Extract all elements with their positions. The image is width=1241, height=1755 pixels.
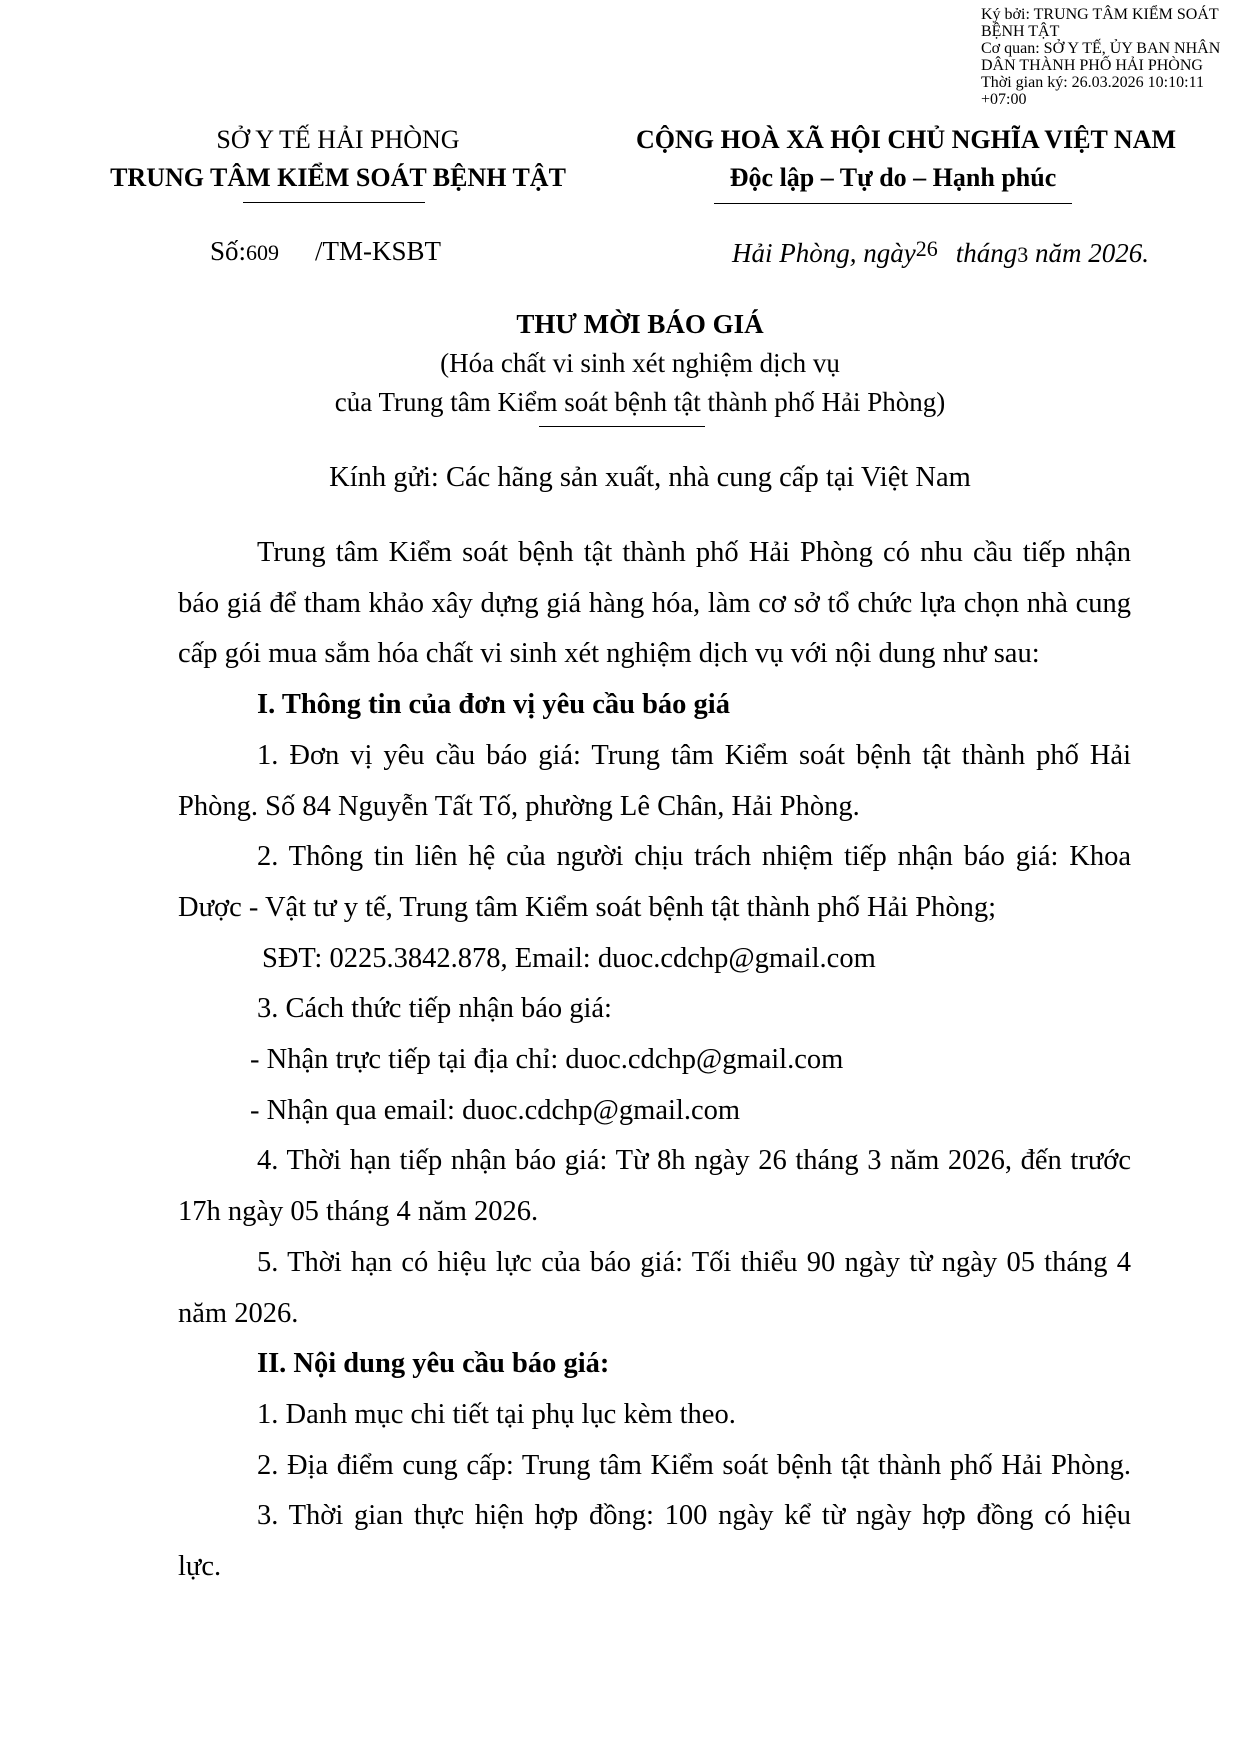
date-prefix: Hải Phòng, ngày xyxy=(732,238,916,268)
document-number xyxy=(210,236,441,267)
body-line: cấp gói mua sắm hóa chất vi sinh xét nghiệm dịch vụ với nội dung như sau: xyxy=(178,638,1040,670)
body-line: lực. xyxy=(178,1551,222,1582)
body-line: 5. Thời hạn có hiệu lực của báo giá: Tối thiểu 90 ngày từ ngày 05 tháng 4 xyxy=(257,1246,1131,1278)
title-underline xyxy=(539,426,705,427)
body-line: 2. Địa điểm cung cấp: Trung tâm Kiểm soát bệnh tật thành phố Hải Phòng. xyxy=(257,1449,1131,1481)
place-date xyxy=(732,236,1149,269)
recipient: Kính gửi: Các hãng sản xuất, nhà cung cấp tại Việt Nam xyxy=(329,462,971,493)
country-name: CỘNG HOÀ XÃ HỘI CHỦ NGHĨA VIỆT NAM xyxy=(635,125,1177,154)
body-line: báo giá để tham khảo xây dựng giá hàng hóa, làm cơ sở tổ chức lựa chọn nhà cung xyxy=(178,587,1131,619)
digital-signature-stamp xyxy=(981,6,1231,108)
body-line: Trung tâm Kiểm soát bệnh tật thành phố Hải Phòng có nhu cầu tiếp nhận xyxy=(257,537,1131,568)
body-line: 1. Đơn vị yêu cầu báo giá: Trung tâm Kiểm soát bệnh tật thành phố Hải xyxy=(257,739,1131,771)
motto: Độc lập – Tự do – Hạnh phúc xyxy=(729,163,1057,192)
date-month: 3 xyxy=(1017,242,1029,267)
number-prefix: Số: xyxy=(210,236,247,266)
motto-underline xyxy=(714,203,1072,204)
body-line: 17h ngày 05 tháng 4 năm 2026. xyxy=(178,1196,539,1228)
section-heading: I. Thông tin của đơn vị yêu cầu báo giá xyxy=(257,689,730,721)
body-line: - Nhận trực tiếp tại địa chỉ: duoc.cdchp@gmail.com xyxy=(250,1044,844,1075)
signature-signed-by: Ký bởi: TRUNG TÂM KIỂM SOÁT BỆNH TẬT xyxy=(981,6,1219,40)
letter-subtitle-1: (Hóa chất vi sinh xét nghiệm dịch vụ xyxy=(440,348,840,378)
signature-time: Thời gian ký: 26.03.2026 10:10:11 +07:00 xyxy=(981,74,1204,108)
body-line: Phòng. Số 84 Nguyễn Tất Tố, phường Lê Chân, Hải Phòng. xyxy=(178,790,860,822)
body-line: 3. Thời gian thực hiện hợp đồng: 100 ngày kể từ ngày hợp đồng có hiệu xyxy=(257,1500,1131,1532)
signature-agency: Cơ quan: SỞ Y TẾ, ỦY BAN NHÂN DÂN THÀNH PHỐ HẢI PHÒNG xyxy=(981,40,1221,74)
org-underline xyxy=(243,202,425,203)
body-line: năm 2026. xyxy=(178,1297,299,1329)
body-line: 1. Danh mục chi tiết tại phụ lục kèm theo. xyxy=(257,1398,736,1430)
body-line: 2. Thông tin liên hệ của người chịu trách nhiệm tiếp nhận báo giá: Khoa xyxy=(257,841,1131,873)
body-line: 3. Cách thức tiếp nhận báo giá: xyxy=(257,993,612,1025)
org-parent: SỞ Y TẾ HẢI PHÒNG xyxy=(216,125,460,154)
date-day: 26 xyxy=(915,236,938,261)
org-name: TRUNG TÂM KIỂM SOÁT BỆNH TẬT xyxy=(110,163,566,192)
date-year: năm 2026. xyxy=(1035,238,1149,268)
body-line: SĐT: 0225.3842.878, Email: duoc.cdchp@gmail.com xyxy=(262,942,876,974)
body-line: - Nhận qua email: duoc.cdchp@gmail.com xyxy=(250,1094,741,1126)
section-heading: II. Nội dung yêu cầu báo giá: xyxy=(257,1348,610,1380)
number-suffix: /TM-KSBT xyxy=(315,236,442,266)
number-value: 609 xyxy=(246,240,280,265)
date-month-label: tháng xyxy=(955,238,1018,268)
body-line: Dược - Vật tư y tế, Trung tâm Kiểm soát bệnh tật thành phố Hải Phòng; xyxy=(178,891,997,923)
letter-title: THƯ MỜI BÁO GIÁ xyxy=(516,309,764,339)
body-line: 4. Thời hạn tiếp nhận báo giá: Từ 8h ngày 26 tháng 3 năm 2026, đến trước xyxy=(257,1145,1131,1177)
letter-subtitle-2: của Trung tâm Kiểm soát bệnh tật thành phố Hải Phòng) xyxy=(334,387,946,417)
